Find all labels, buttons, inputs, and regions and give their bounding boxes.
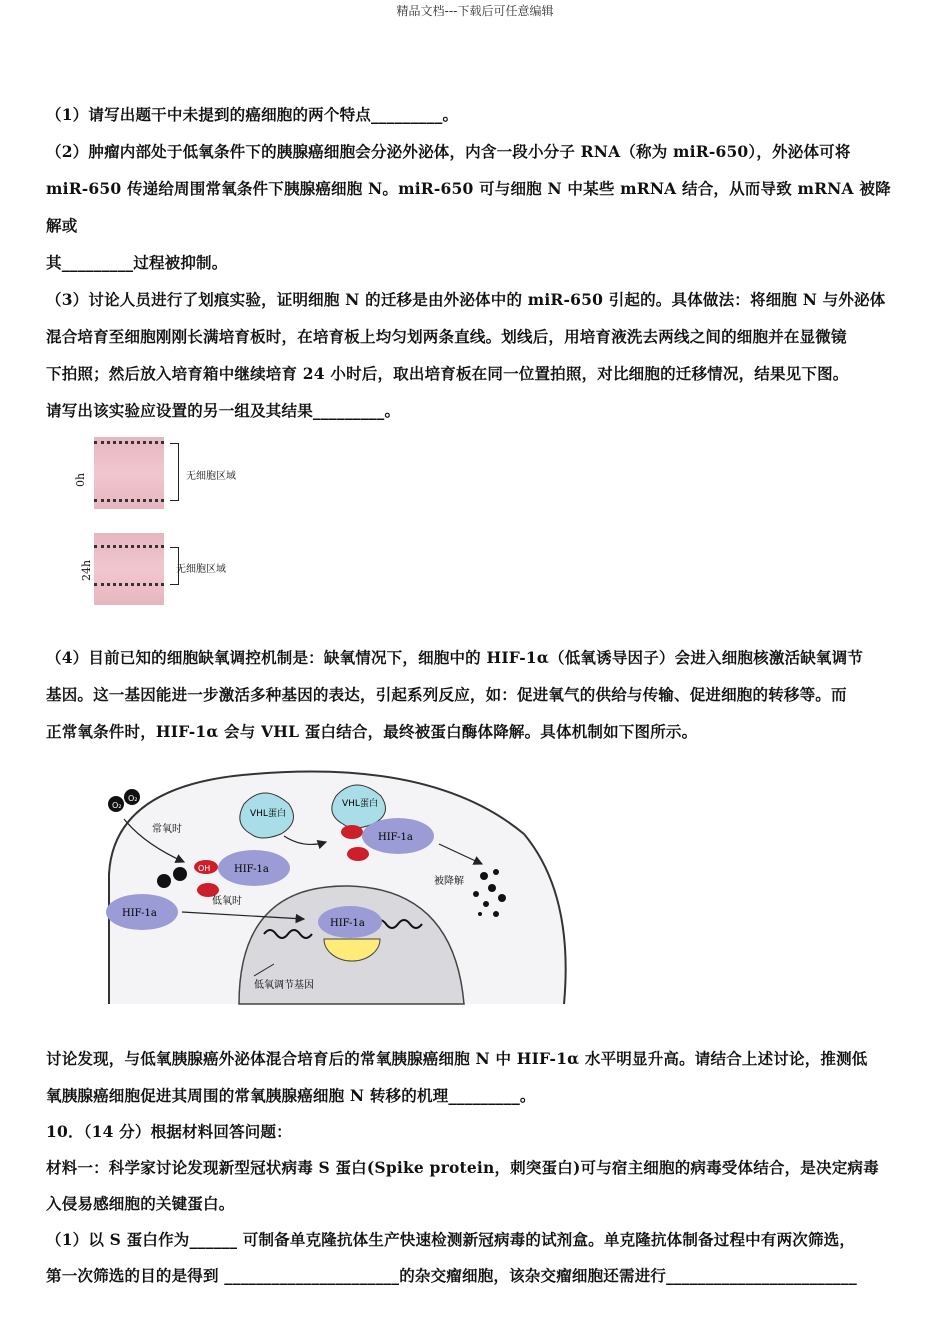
question-2-line-1: （2）肿瘤内部处于低氧条件下的胰腺癌细胞会分泌外泌体，内含一段小分子 RNA（称为 miR-650），外泌体可将 — [46, 142, 851, 161]
question-2-line-3: 其_________过程被抑制。 — [46, 253, 228, 272]
page-header: 精品文档---下载后可任意编辑 — [396, 4, 554, 18]
scratch-line — [94, 545, 164, 548]
question-2-line-2: miR-650 传递给周围常氧条件下胰腺癌细胞 N。miR-650 可与细胞 N 中某些 mRNA 结合，从而导致 mRNA 被降解或 — [46, 179, 891, 235]
question-10-1-line-2: 第一次筛选的目的是得到 ______________________的杂交瘤细胞，该杂交瘤细胞还需进行________________________ — [46, 1266, 857, 1285]
label-hif: HIF-1a — [234, 864, 269, 875]
question-3-line-3: 下拍照；然后放入培育箱中继续培育 24 小时后，取出培育板在同一位置拍照，对比细胞的迁移情况，结果见下图。 — [46, 364, 849, 383]
label-region-24h: 无细胞区域 — [176, 564, 226, 575]
hydroxyl-group — [341, 825, 363, 839]
label-vhl: VHL蛋白 — [250, 809, 286, 819]
label-hif: HIF-1a — [378, 832, 413, 843]
label-oh: OH — [198, 864, 211, 873]
hif-mechanism-figure — [46, 750, 904, 1040]
label-hypoxia: 低氧时 — [212, 896, 242, 907]
label-24h: 24h — [80, 559, 93, 581]
question-4-line-3: 正常氧条件时，HIF-1α 会与 VHL 蛋白结合，最终被蛋白酶体降解。具体机制如下图所示。 — [46, 722, 698, 741]
scratch-line — [94, 441, 164, 444]
material-1-line-1: 材料一：科学家讨论发现新型冠状病毒 S 蛋白(Spike protein，刺突蛋白)可与宿主细胞的病毒受体结合，是决定病毒 — [46, 1158, 879, 1177]
scratch-line — [94, 499, 164, 502]
question-3-line-2: 混合培育至细胞刚刚长满培育板时，在培育板上均匀划两条直线。划线后，用培育液洗去两线之间的细胞并在显微镜 — [46, 327, 847, 346]
label-hif: HIF-1a — [330, 918, 365, 929]
mechanism-diagram — [104, 764, 574, 1014]
scratch-assay-figure — [46, 429, 904, 639]
question-1: （1）请写出题干中未提到的癌细胞的两个特点_________。 — [46, 105, 459, 124]
discussion-line-2: 氧胰腺癌细胞促进其周围的常氧胰腺癌细胞 N 转移的机理_________。 — [46, 1086, 536, 1105]
label-normoxia: 常氧时 — [152, 824, 182, 835]
question-3-line-4: 请写出该实验应设置的另一组及其结果_________。 — [46, 401, 401, 420]
discussion-line-1: 讨论发现，与低氧胰腺癌外泌体混合培育后的常氧胰腺癌细胞 N 中 HIF-1α 水平明显升高。请结合上述讨论，推测低 — [46, 1049, 868, 1068]
document-body — [46, 96, 904, 1294]
question-4-line-2: 基因。这一基因能进一步激活多种基因的表达，引起系列反应，如：促进氧气的供给与传输、促进细胞的转移等。而 — [46, 685, 847, 704]
svg-text:O₂: O₂ — [128, 794, 138, 803]
label-gene: 低氧调节基因 — [254, 980, 314, 991]
scratch-line — [94, 583, 164, 586]
question-3-line-1: （3）讨论人员进行了划痕实验，证明细胞 N 的迁移是由外泌体中的 miR-650 引起的。具体做法：将细胞 N 与外泌体 — [46, 290, 886, 309]
label-vhl: VHL蛋白 — [342, 799, 378, 809]
micrograph-24h — [94, 533, 164, 605]
label-hif: HIF-1a — [122, 908, 157, 919]
question-4-line-1: （4）目前已知的细胞缺氧调控机制是：缺氧情况下，细胞中的 HIF-1α（低氧诱导因子）会进入细胞核激活缺氧调节 — [46, 648, 864, 667]
oxygen-icon — [108, 789, 140, 812]
hydroxyl-group — [347, 847, 369, 861]
label-0h: 0h — [74, 472, 87, 487]
label-region-0h: 无细胞区域 — [186, 471, 236, 482]
question-10-title: 10．（14 分）根据材料回答问题： — [46, 1122, 292, 1141]
svg-text:O₂: O₂ — [112, 801, 122, 810]
hydroxyl-group — [197, 883, 219, 897]
label-degraded: 被降解 — [434, 876, 464, 887]
material-1-line-2: 入侵易感细胞的关键蛋白。 — [46, 1194, 235, 1213]
bracket-0h — [170, 443, 179, 501]
question-10-1-line-1: （1）以 S 蛋白作为______ 可制备单克隆抗体生产快速检测新冠病毒的试剂盒。单克隆抗体制备过程中有两次筛选， — [46, 1230, 856, 1249]
